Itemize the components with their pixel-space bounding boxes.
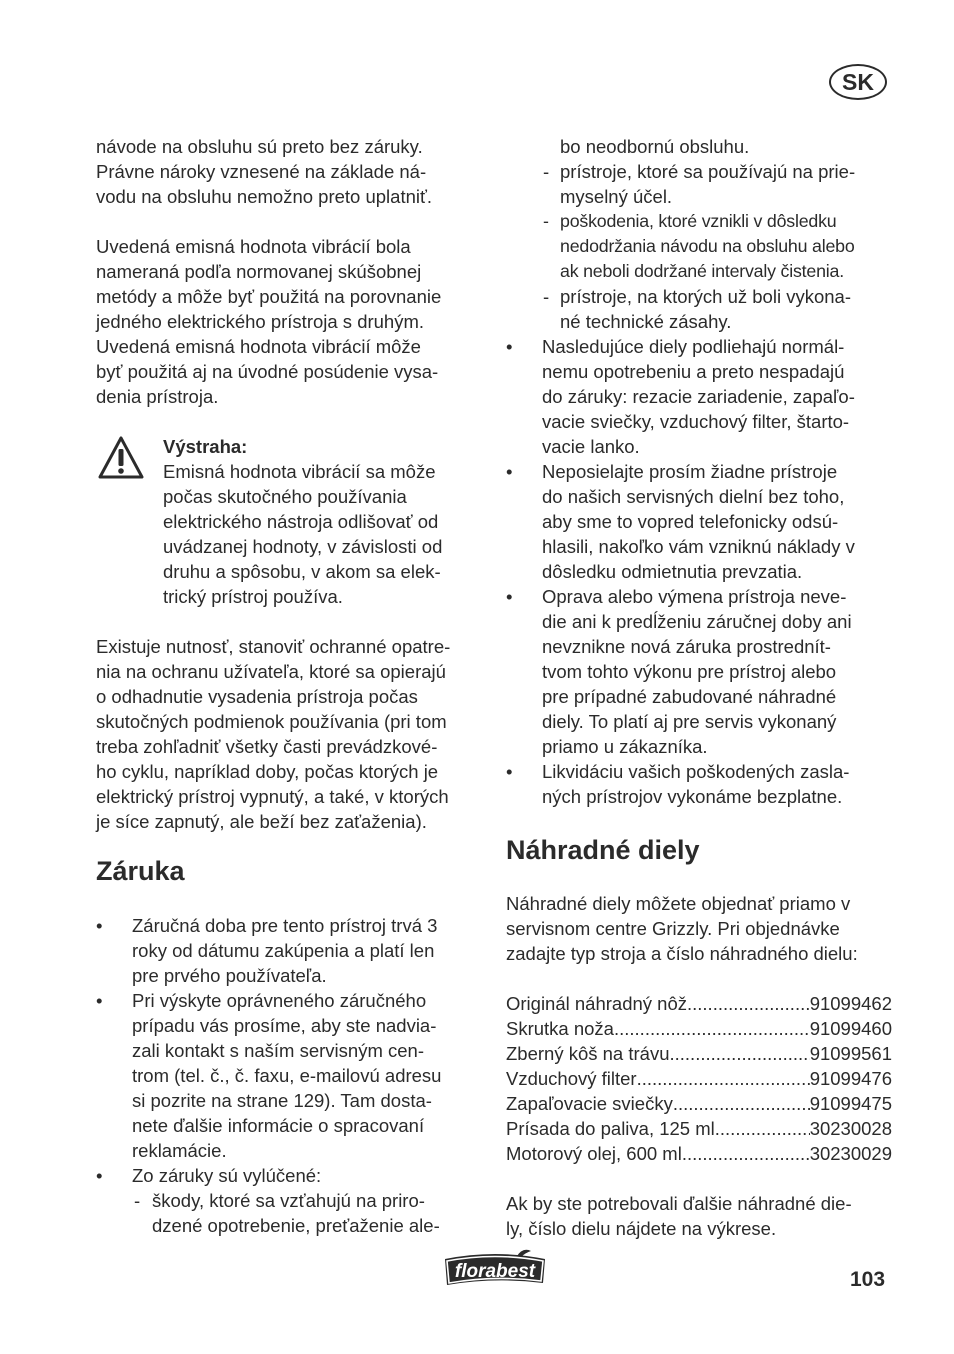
warning-triangle-icon <box>98 436 144 480</box>
florabest-logo <box>439 1247 551 1289</box>
paragraph-spare-parts-intro: Náhradné diely môžete objednať priamo v servisnom centre Grizzly. Pri objednávke zadajte typ stroja a číslo náhradného dielu: <box>506 893 858 964</box>
list-item: - poškodenia, ktoré vznikli v dôsledku nedodržania návodu na obsluhu alebo ak neboli dodržané intervaly čistenia. <box>506 209 892 284</box>
heading-warranty: Záruka <box>96 856 185 886</box>
list-item: • Likvidáciu vašich poškodených zasla- ných prístrojov vykonáme bezplatne. <box>506 759 892 809</box>
paragraph-warranty-note: návode na obsluhu sú preto bez záruky. Právne nároky vznesené na základe ná- vodu na obsluhu nemožno preto uplatniť. <box>96 136 433 207</box>
list-item: • Pri výskyte oprávneného záručného prípadu vás prosíme, aby ste nadvia- zali kontakt s naším servisným cen- trom (tel. č., č. faxu, e-mailovú adresu si pozrite na strane 129). Tam dosta- nete ďalšie informácie o spracovaní reklamácie. <box>96 988 482 1163</box>
list-item: • Záručná doba pre tento prístroj trvá 3 roky od dátumu zakúpenia a platí len pre prvého používateľa. <box>96 913 482 988</box>
warning-title: Výstraha: <box>163 436 248 457</box>
exclusion-continued: bo neodbornú obsluhu. <box>560 136 750 157</box>
page-number: 103 <box>850 1268 886 1291</box>
language-badge: SK <box>829 64 887 100</box>
part-row: Originál náhradný nôž ..... 91099462 <box>506 991 892 1016</box>
part-row: Zberný kôš na trávu ..... 91099561 <box>506 1041 892 1066</box>
part-row: Zapaľovacie sviečky ..... 91099475 <box>506 1091 892 1116</box>
warning-text: Výstraha: Emisná hodnota vibrácií sa môže počas skutočného používania elektrického nástroja odlišovať od uvádzanej hodnoty, v závislosti od druhu a spôsobu, v akom sa elek- trický prístroj používa. <box>163 436 443 607</box>
heading-spare-parts: Náhradné diely <box>506 835 700 865</box>
spare-parts-list <box>506 991 892 1166</box>
paragraph-spare-parts-outro: Ak by ste potrebovali ďalšie náhradné die- ly, číslo dielu nájdete na výkrese. <box>506 1193 852 1239</box>
list-item: - prístroje, ktoré sa používajú na prie- myselný účel. <box>506 159 892 209</box>
left-column <box>96 134 482 1238</box>
list-item: - prístroje, na ktorých už boli vykona- né technické zásahy. <box>506 284 892 334</box>
paragraph-protection: Existuje nutnosť, stanoviť ochranné opatre- nia na ochranu užívateľa, ktoré sa opierajú o odhadnutie vysadenia prístroja počas skutočných podmienok používania (pri tom treba zohľadniť všetky časti prevádzkové- ho cyklu, napríklad doby, počas ktorých je elektrický prístroj vypnutý, a také, v ktorých je síce zapnutý, ale beží bez zaťaženia). <box>96 636 451 832</box>
part-row: Skrutka noža ..... 91099460 <box>506 1016 892 1041</box>
warning-block <box>96 434 482 609</box>
part-row: Vzduchový filter ..... 91099476 <box>506 1066 892 1091</box>
list-item: - škody, ktoré sa vzťahujú na priro- dzené opotrebenie, preťaženie ale- <box>132 1188 482 1238</box>
part-row: Motorový olej, 600 ml ..... 30230029 <box>506 1141 892 1166</box>
list-item: • Oprava alebo výmena prístroja neve- die ani k predĺženiu záručnej doby ani nevznikne nová záruka prostrednít- tvom tohto výkonu pre prístroj alebo pre prípadné zabudované náhradné diely. To platí aj pre servis vykonaný priamo u zákazníka. <box>506 584 892 759</box>
paragraph-vibration: Uvedená emisná hodnota vibrácií bola nameraná podľa normovanej skúšobnej metódy a môže byť použitá na porovnanie jedného elektrického prístroja s druhým. Uvedená emisná hodnota vibrácií môže byť použitá aj na úvodné posúdenie vysa- denia prístroja. <box>96 236 442 407</box>
exclusions-list <box>132 1188 482 1238</box>
list-item: • Nasledujúce diely podliehajú normál- nemu opotrebeniu a preto nespadajú do záruky: rezacie zariadenie, zapaľo- vacie sviečky, vzduchový filter, štarto- vacie lanko. <box>506 334 892 459</box>
exclusions-list-continued <box>506 159 892 334</box>
list-item: • Zo záruky sú vylúčené: <box>96 1163 482 1188</box>
part-row: Prísada do paliva, 125 ml ..... 30230028 <box>506 1116 892 1141</box>
logo-text: florabest <box>454 1261 536 1282</box>
right-column <box>506 134 892 1241</box>
list-item: • Neposielajte prosím žiadne prístroje do našich servisných dielní bez toho, aby sme to vopred telefonicky odsú- hlasili, nakoľko vám vzniknú náklady v dôsledku odmietnutia prevzatia. <box>506 459 892 584</box>
warranty-list <box>96 913 482 1188</box>
warranty-list-continued <box>506 334 892 809</box>
